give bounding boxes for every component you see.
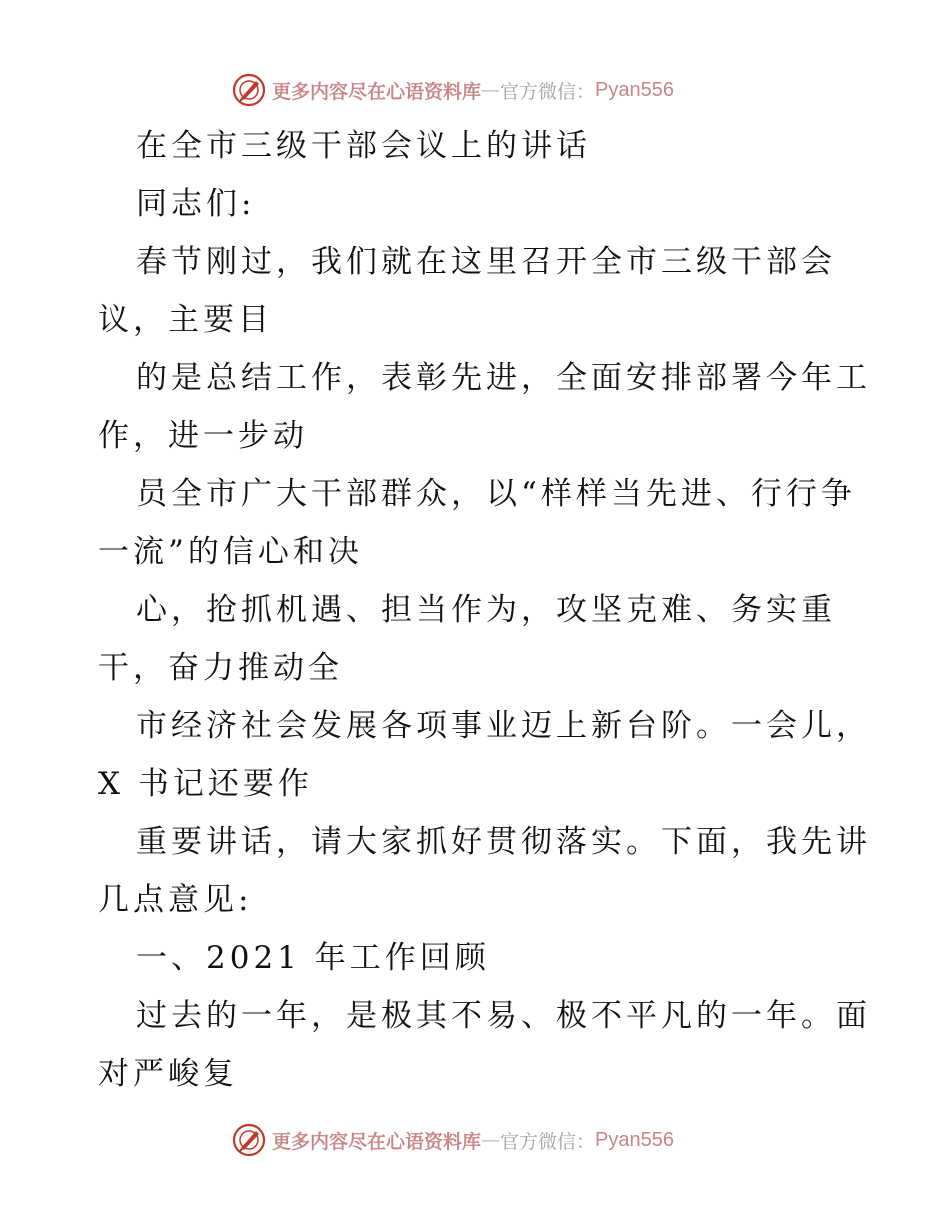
watermark-main-text: 更多内容尽在心语资料库	[272, 1130, 482, 1153]
brand-logo-icon	[232, 1123, 266, 1157]
text-line: 同志们:	[136, 186, 256, 222]
text-line: 作，进一步动	[98, 418, 308, 454]
text-line: 干，奋力推动全	[98, 650, 343, 686]
watermark-separator: —	[481, 1129, 501, 1151]
text-line: 对严峻复	[98, 1056, 238, 1092]
text-line: 重要讲话，请大家抓好贯彻落实。下面，我先讲	[136, 824, 871, 860]
text-line: 议，主要目	[98, 302, 273, 338]
watermark-contact-label: 官方微信：	[500, 1130, 596, 1153]
brand-logo-icon	[232, 73, 266, 107]
header-watermark	[232, 72, 674, 108]
text-line: 的是总结工作，表彰先进，全面安排部署今年工	[136, 360, 871, 396]
text-line: 一、2021 年工作回顾	[136, 940, 490, 976]
document-body	[98, 117, 871, 1103]
watermark-main-text: 更多内容尽在心语资料库	[272, 80, 482, 103]
text-line: 春节刚过，我们就在这里召开全市三级干部会	[136, 244, 836, 280]
text-line: X 书记还要作	[98, 766, 313, 802]
document-title: 在全市三级干部会议上的讲话	[136, 128, 591, 164]
text-line: 心，抢抓机遇、担当作为，攻坚克难、务实重	[136, 592, 836, 628]
text-line: 市经济社会发展各项事业迈上新台阶。一会儿，	[136, 708, 871, 744]
text-line: 过去的一年，是极其不易、极不平凡的一年。面	[136, 998, 871, 1034]
watermark-contact-label: 官方微信：	[500, 80, 596, 103]
text-line: 一流”的信心和决	[98, 534, 363, 570]
watermark-contact-id: Pyan556	[595, 1128, 674, 1151]
text-line: 几点意见:	[98, 882, 253, 918]
footer-watermark	[232, 1122, 674, 1158]
text-line: 员全市广大干部群众，以“样样当先进、行行争	[136, 476, 856, 512]
watermark-separator: —	[481, 79, 501, 101]
watermark-contact-id: Pyan556	[595, 78, 674, 101]
